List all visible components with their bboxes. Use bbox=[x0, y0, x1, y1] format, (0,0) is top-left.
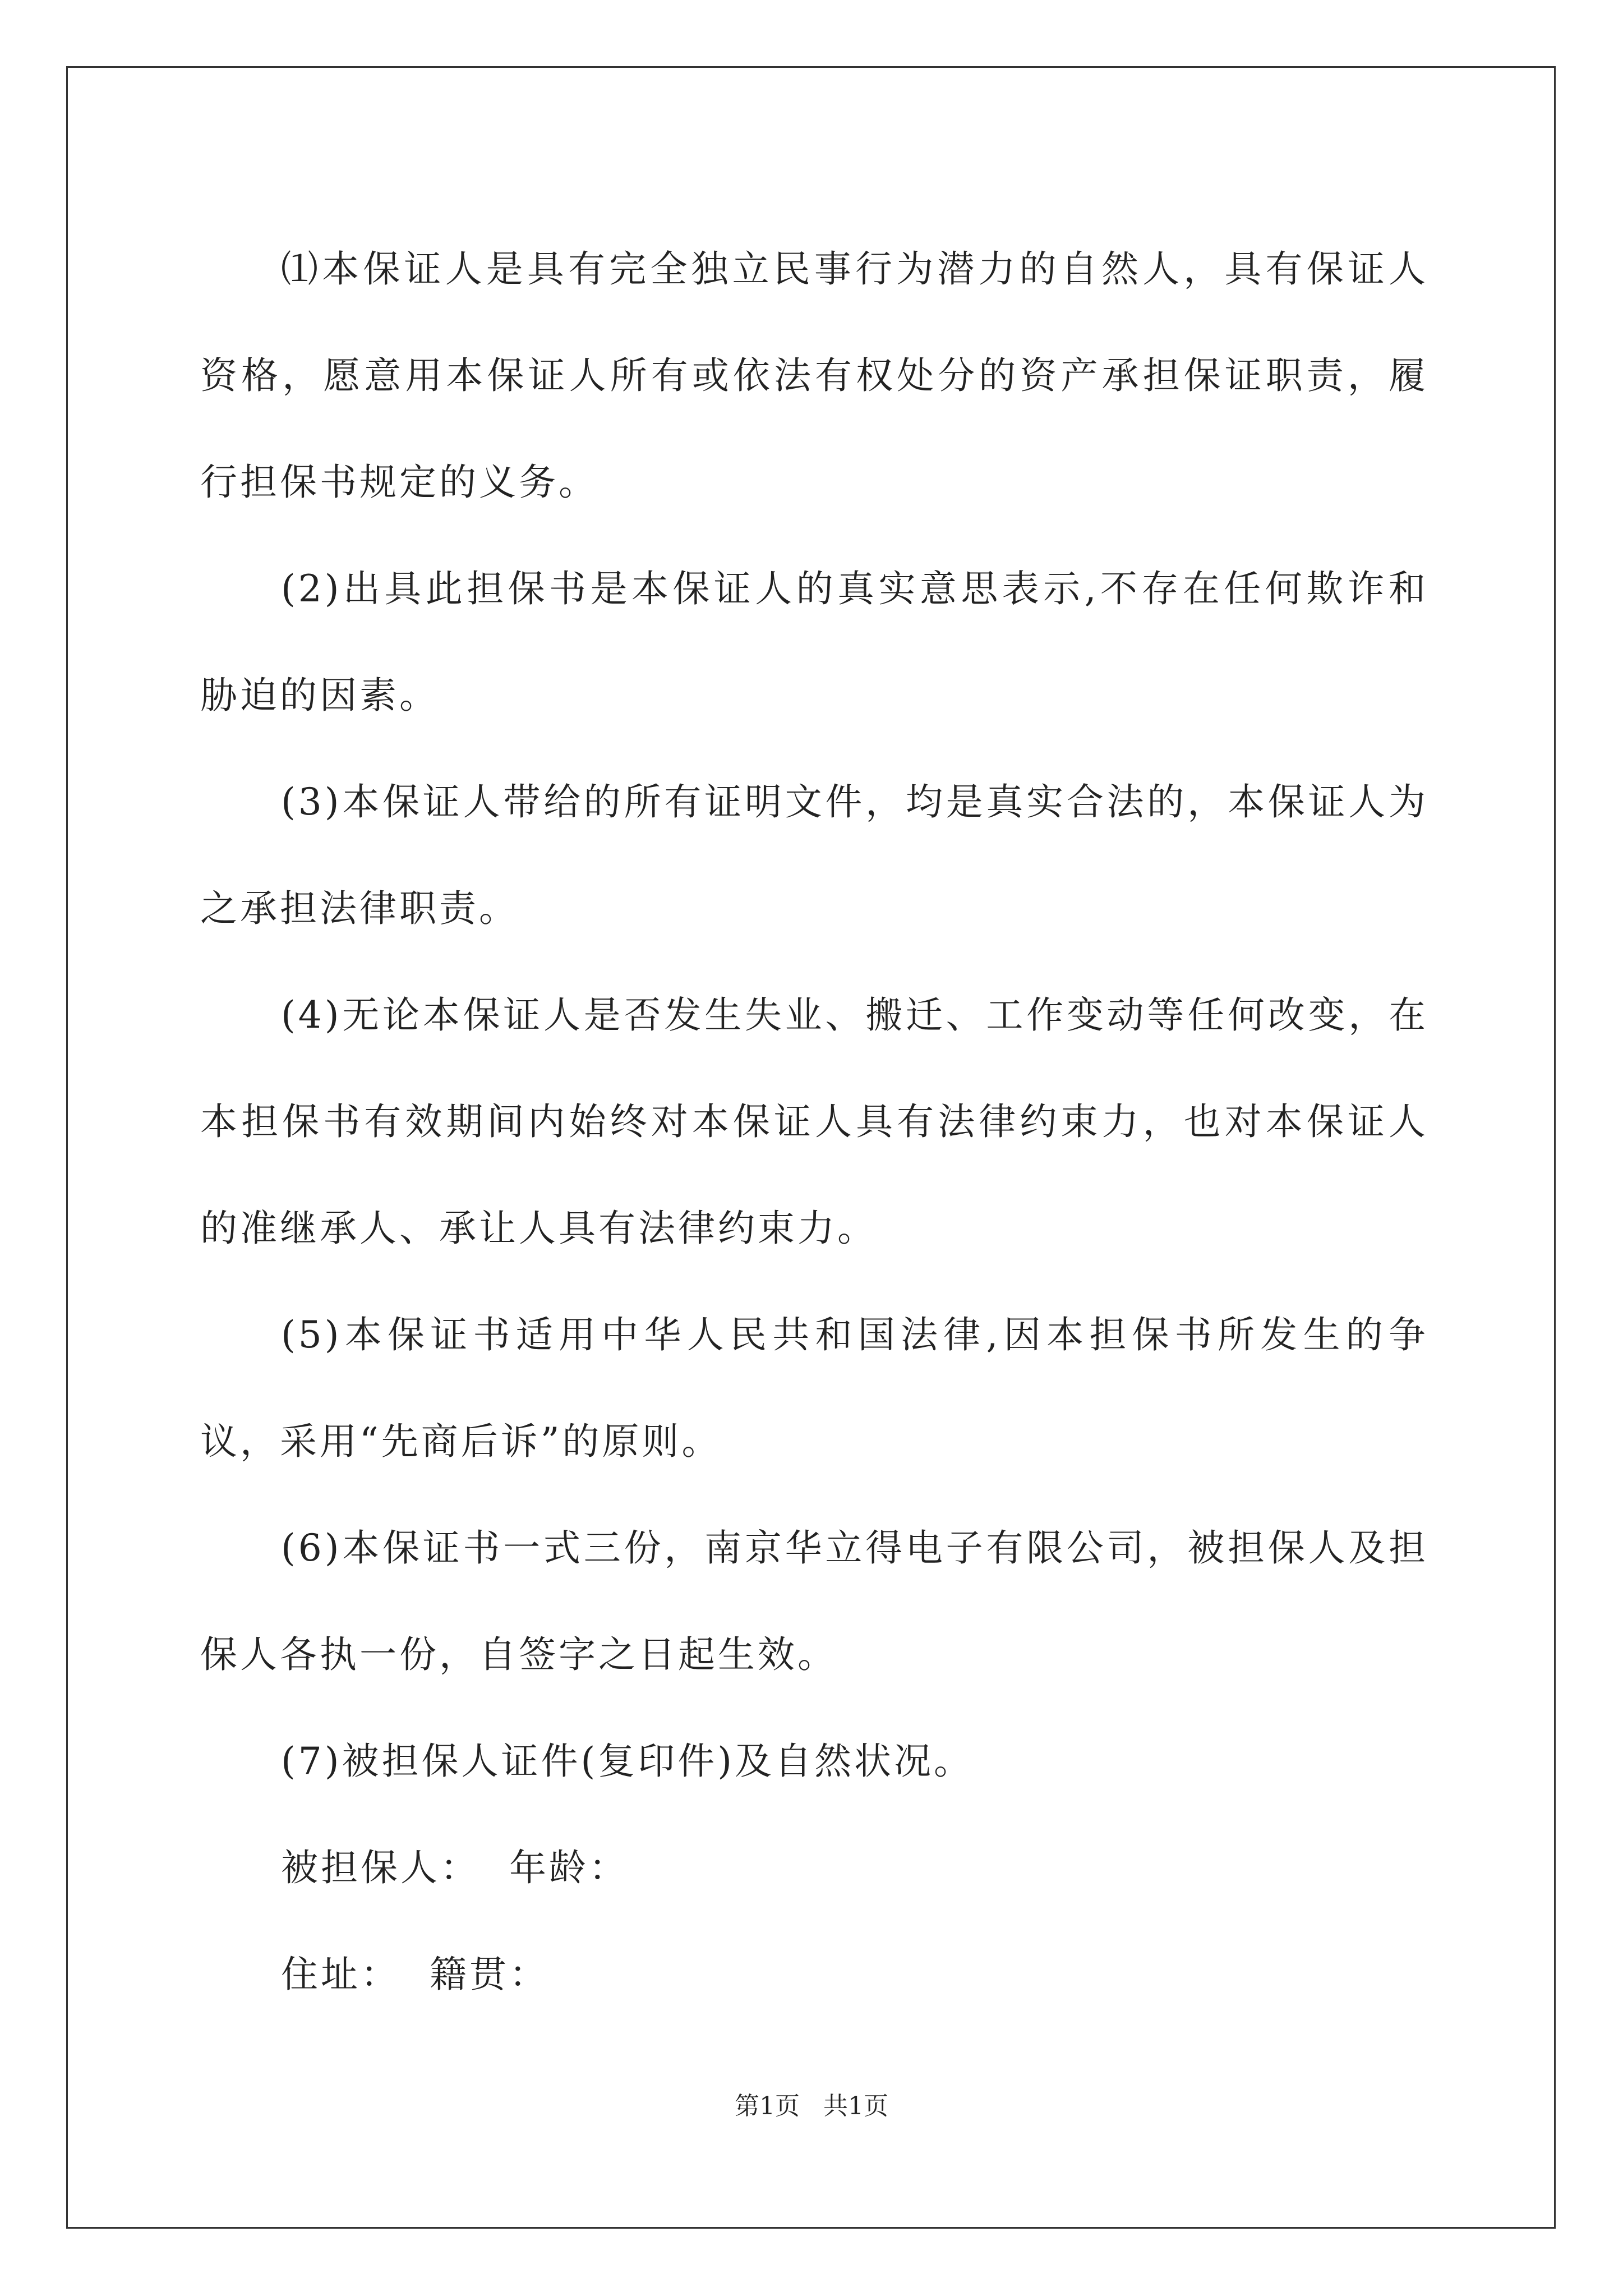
guarantee-name-age-line: 被担保人： 年龄： bbox=[281, 1846, 629, 1889]
clause-5: (5)本保证书适用中华人民共和国法律,因本担保书所发生的争议，采用“先商后诉”的原则。 bbox=[200, 1313, 1428, 1463]
document-body bbox=[200, 216, 1428, 2028]
clause-6: (6)本保证书一式三份，南京华立得电子有限公司，被担保人及担保人各执一份，自签字之日起生效。 bbox=[200, 1526, 1428, 1676]
address-origin-line: 住址： 籍贯： bbox=[281, 1953, 549, 1996]
clause-7: (7)被担保人证件(复印件)及自然状况。 bbox=[281, 1740, 974, 1783]
page-number: 第1页 bbox=[735, 2092, 800, 2120]
clause-2: (2)出具此担保书是本保证人的真实意思表示,不存在任何欺诈和胁迫的因素。 bbox=[200, 567, 1428, 717]
clause-4: (4)无论本保证人是否发生失业、搬迁、工作变动等任何改变，在本担保书有效期间内始终对本保证人具有法律约束力，也对本保证人的准继承人、承让人具有法律约束力。 bbox=[200, 993, 1428, 1250]
page-total: 共1页 bbox=[823, 2092, 888, 2120]
clause-3: (3)本保证人带给的所有证明文件，均是真实合法的，本保证人为之承担法律职责。 bbox=[200, 780, 1428, 930]
clause-1: ⑴本保证人是具有完全独立民事行为潜力的自然人，具有保证人资格，愿意用本保证人所有或依法有权处分的资产承担保证职责，履行担保书规定的义务。 bbox=[200, 247, 1428, 504]
page-footer bbox=[0, 2086, 1623, 2122]
